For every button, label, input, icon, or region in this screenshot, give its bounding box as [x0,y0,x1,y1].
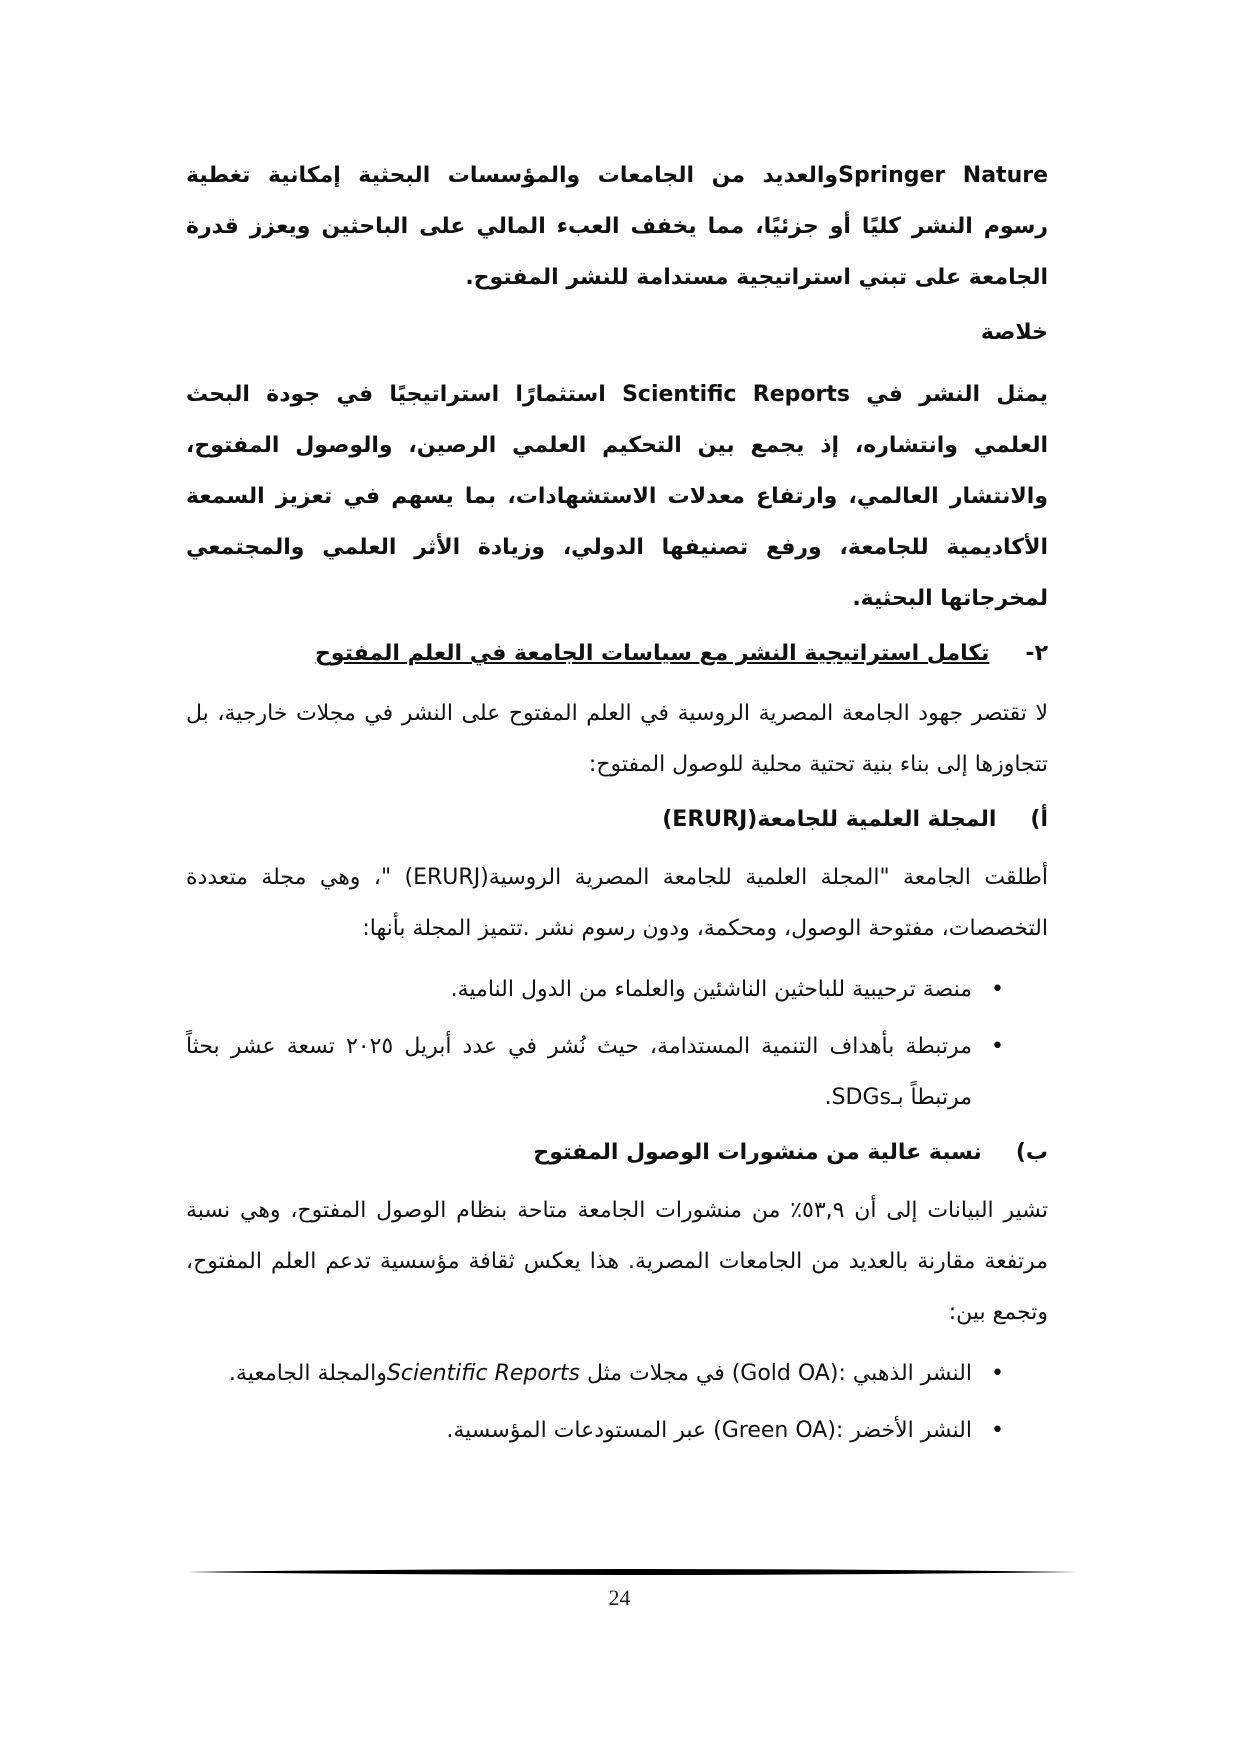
list-item-text: النشر الأخضر :(Green OA) عبر المستودعات المؤسسية. [446,1418,972,1443]
section-2-number: ٢- [1025,641,1048,666]
scientific-reports-name: Scientific Reports [622,382,850,407]
sub-a-bullet-list [186,964,1048,1123]
bullet-gold-before: النشر الذهبي :(Gold OA) في مجلات مثل [579,1361,972,1386]
sub-b-title: نسبة عالية من منشورات الوصول المفتوح [533,1140,982,1165]
paragraph-conclusion-after: استثمارًا استراتيجيًا في جودة البحث العلمي وانتشاره، إذ يجمع بين التحكيم العلمي الرصين، والوصول المفتوح، والانتشار العالمي، وارتفاع معدلات الاستشهادات، بما يسهم في تعزيز السمعة الأكاديمية للجامعة، ورفع تصنيفها الدولي، وزيادة الأثر العلمي والمجتمعي لمخرجاتها البحثية. [186,382,1048,611]
sub-a-letter: أ) [1030,807,1048,832]
bullet-icon: • [991,977,1004,1002]
footer-rule [186,1568,1078,1576]
sub-a-text: أطلقت الجامعة "المجلة العلمية للجامعة المصرية الروسية(ERURJ) "، وهي مجلة متعددة التخصصات، مفتوحة الوصول، ومحكمة، ودون رسوم نشر .تتميز المجلة بأنها: [186,865,1048,941]
springer-nature-name: Springer Nature [838,163,1048,188]
list-item [186,1021,1004,1123]
sub-a-heading [186,800,1048,840]
sub-a-title: المجلة العلمية للجامعة(ERURJ) [662,807,997,832]
sub-b-letter: ب) [1015,1140,1048,1165]
list-item [186,1405,1004,1456]
paragraph-conclusion-before: يمثل النشر في [849,382,1048,407]
bullet-icon: • [991,1034,1004,1059]
bullet-icon: • [991,1418,1004,1443]
section-2-intro: لا تقتصر جهود الجامعة المصرية الروسية في العلم المفتوح على النشر في مجلات خارجية، بل تتجاوزها إلى بناء بنية تحتية محلية للوصول المفتوح: [186,701,1048,777]
paragraph-funding [186,150,1048,303]
page-number: 24 [608,1585,631,1610]
scientific-reports-name: Scientific Reports [386,1361,580,1386]
section-2-heading [186,634,1048,674]
list-item [186,1348,1004,1399]
list-item [186,964,1004,1015]
list-item-text: منصة ترحيبية للباحثين الناشئين والعلماء من الدول النامية. [450,977,972,1002]
sub-b-text: تشير البيانات إلى أن ٥٣,٩٪ من منشورات الجامعة متاحة بنظام الوصول المفتوح، وهي نسبة مرتفعة مقارنة بالعديد من الجامعات المصرية. هذا يعكس ثقافة مؤسسية تدعم العلم المفتوح، وتجمع بين: [186,1198,1048,1325]
sub-b-bullet-list [186,1348,1048,1456]
paragraph-conclusion [186,369,1048,624]
list-item-text: مرتبطة بأهداف التنمية المستدامة، حيث نُشر في عدد أبريل ٢٠٢٥ تسعة عشر بحثاً مرتبطاً بـSDGs. [186,1034,972,1110]
page-content [186,150,1048,1466]
conclusion-heading: خلاصة [980,320,1048,345]
sub-b-heading [186,1133,1048,1173]
section-2-title: تكامل استراتيجية النشر مع سياسات الجامعة في العلم المفتوح [314,641,990,666]
paragraph-funding-text: والعديد من الجامعات والمؤسسات البحثية إمكانية تغطية رسوم النشر كليًا أو جزئيًا، مما يخفف العبء المالي على الباحثين ويعزز قدرة الجامعة على تبني استراتيجية مستدامة للنشر المفتوح. [186,163,1048,290]
bullet-gold-after: والمجلة الجامعية. [228,1361,387,1386]
bullet-icon: • [991,1361,1004,1386]
